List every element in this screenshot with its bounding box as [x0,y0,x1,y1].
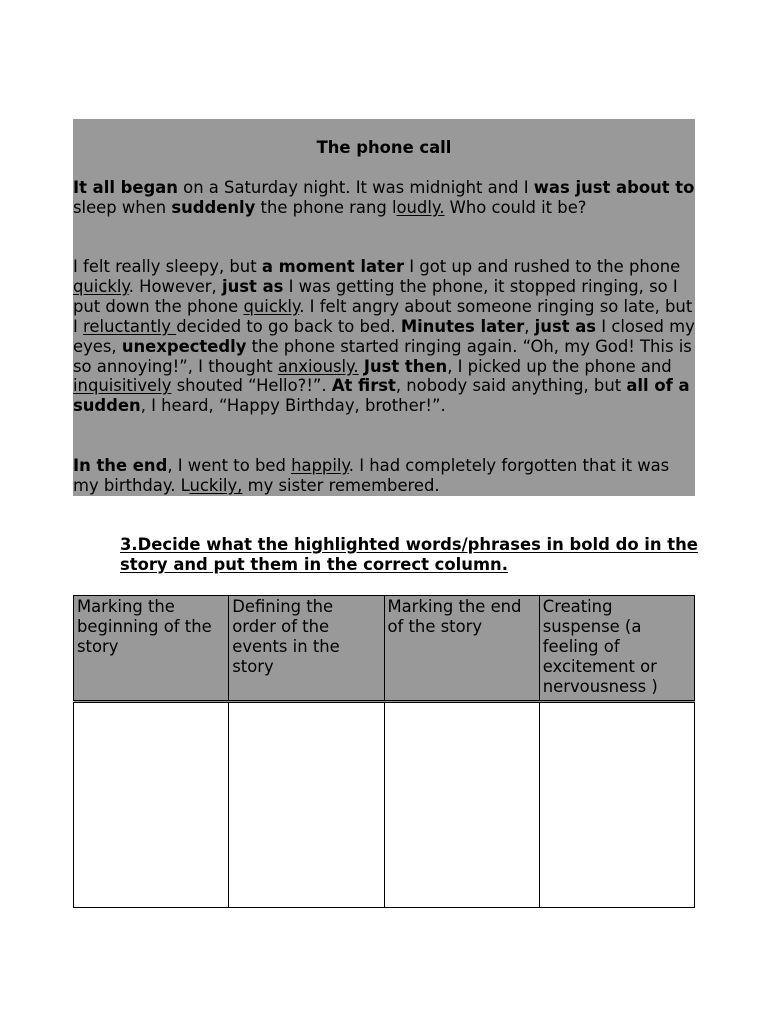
bold-phrase: just as [534,316,597,336]
bold-phrase: Just then [363,356,448,376]
classification-table [73,595,695,908]
bold-phrase: It all began [73,178,178,197]
bold-phrase: all of a sudden [73,376,690,416]
story-text: my sister remembered. [242,475,440,495]
story-text: on a Saturday night. It was midnight and I [177,178,534,197]
bold-phrase: was just about to [533,178,695,197]
table-answer-row [74,702,695,908]
column-header-suspense: Creating suspense (a feeling of excitement or nervousness ) [539,596,694,702]
bold-phrase: Minutes later [400,316,525,336]
table-header-row [74,596,695,702]
underlined-word: inquisitively [73,376,172,396]
answer-cell-suspense[interactable] [539,702,694,908]
story-text: I closed my eyes, [73,316,695,356]
bold-phrase: a moment later [261,257,405,276]
story-text: the phone rang l [255,197,397,217]
story-paragraph-1 [73,178,698,218]
story-text: . I had completely forgotten that it was my birthday. L [73,456,670,495]
story-text: shouted “Hello?!”. [171,376,332,396]
story-paragraph-3 [73,456,698,496]
answer-cell-beginning[interactable] [74,702,229,908]
bold-phrase: suddenly [171,197,256,217]
story-text: sleep when [73,197,172,217]
column-header-end: Marking the end of the story [384,596,539,702]
story-title: The phone call [316,138,452,157]
story-text: Who could it be? [444,197,587,217]
story-text: , nobody said anything, but [395,376,627,396]
underlined-word: reluctantly [83,316,177,336]
story-text: I felt really sleepy, but [73,257,262,276]
story-box [73,119,695,496]
story-text: , [524,316,535,336]
story-text: I was getting the phone, it stopped ringing, so I put down the phone [73,276,678,316]
bold-phrase: unexpectedly [121,336,247,356]
story-text: the phone started ringing again. “Oh, my God! This is so annoying!”, I thought [73,336,692,376]
column-header-order: Defining the order of the events in the story [229,596,384,702]
underlined-word: uckily, [189,475,243,495]
column-header-beginning: Marking the beginning of the story [74,596,229,702]
underlined-word: anxiously. [277,356,359,376]
answer-cell-end[interactable] [384,702,539,908]
bold-phrase: At first [331,376,396,396]
instruction-text: 3.Decide what the highlighted words/phrases in bold do in the story and put them in the correct column. [120,535,698,574]
story-text: . I felt angry about someone ringing so late, but I [73,296,693,336]
underlined-word: quickly [243,296,300,316]
story-text: decided to go back to bed. [176,316,401,336]
story-text: , I picked up the phone and [447,356,672,376]
story-text: , I heard, “Happy Birthday, brother!”. [140,396,446,416]
exercise-instruction [120,535,710,575]
underlined-word: quickly [73,276,129,296]
story-paragraph-2 [73,257,698,416]
story-text: , I went to bed [167,456,292,475]
story-text: . However, [128,276,222,296]
bold-phrase: In the end [73,456,168,475]
bold-phrase: just as [221,276,284,296]
underlined-word: happily [291,456,349,475]
story-text: I got up and rushed to the phone [404,257,681,276]
answer-cell-order[interactable] [229,702,384,908]
underlined-word: oudly. [396,197,445,217]
